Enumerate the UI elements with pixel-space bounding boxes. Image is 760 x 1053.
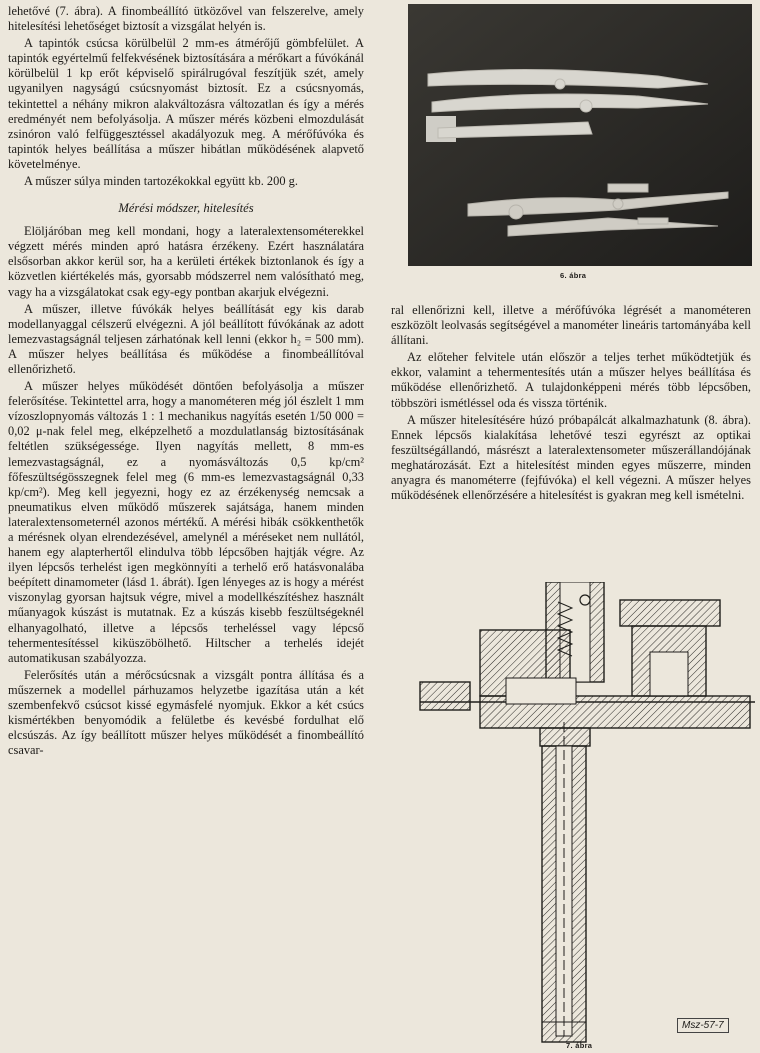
- right-column: [391, 303, 751, 503]
- paragraph: A műszer súlya minden tartozékokkal együtt kb. 200 g.: [24, 174, 298, 189]
- figure-7-drawing: [410, 582, 755, 1044]
- paragraph: A műszer helyes működését döntően befolyásolja a műszer felerősítése. Tekintettel arra, hogy a manométeren még jól észlelt 1 mm vízoszlopnyomás változás 1 : 1 mechanikus nagyítás esetén 1/50 000 = 0,02 μ-nak felel meg, elképzelhető a mozdulatlanság biztosításának feltétlen szükségessége. Ilyen nagyítás mellett, 8 mm-es lemezvastagságnál, ez a nyomásváltozás 0,5 kp/cm² főfeszültségösszegnek felel meg (6 mm-es lemezvastagságnál 0,33 kp/cm²). Meg kell jegyezni, hogy ez az érzékenység nemcsak a pneumatikus elven működő műszerek sajátsága, hanem minden lateralextensometernél azonos mértékű. A mérési hibák csökkenthetők a mérésnek olyan elrendezésével, amelynél a méréseket nem nullától, hanem egy alapterhertől elindulva több lépcsőben hajtják végre. Az ilyen lépcsős terhelést igen megkönnyíti a terhelő erő hatásvonalába beépített dinamometer (lásd 1. ábrát). Igen lényeges az is hogy a mérést viszonylag gyorsan hajtsuk végre, mivel a modellkészítéshez használt műanyagok kúszást is mutatnak. Ez a kúszás kisebb feszültségeknél elhanyagolható, illetve a lépcsős terheléssel vagy lépcső tehermentesítéssel kiküszöbölhető. Hiltscher a terhelés idejét automatikusan szabályozza.: [8, 379, 364, 665]
- paragraph: Az előteher felvitele után először a teljes terhet működtetjük és ekkor, valamint a tehermentesítés után a műszer helyes beállítása és működése ellenőrizhető. A tulajdonképpeni mérés több lépcsőben, többszöri ismétléssel oda és vissza történik.: [391, 350, 751, 410]
- paragraph: A műszer, illetve fúvókák helyes beállítását egy kis darab modellanyaggal célszerű elvégezni. A jól beállított fúvókának az adott lemezvastagságnál teljesen zárhatónak kell lenni (ekkor h₂ = 500 mm). A műszer helyes beállítása és működése a finombeállítóval ellenőrizhető.: [8, 301, 364, 376]
- paragraph: Felerősítés után a mérőcsúcsnak a vizsgált pontra állítása és a műszernek a modellel párhuzamos helyzetbe igazítása után a két szembenfekvő csúcsot kissé egymásfelé nyomjuk. Ekkor a két csúcs kismértékben benyomódik a felületbe és kevésbé fordulhat elő elcsúszás. Az így beállított műszer helyes működését a finombeállító csavar-: [8, 667, 364, 758]
- figure-6-caption: 6. ábra: [560, 271, 587, 280]
- figure-6-photo: [408, 4, 752, 266]
- figure-7-tag: Msz-57-7: [677, 1018, 729, 1033]
- left-column: [8, 4, 364, 758]
- section-heading: Mérési módszer, hitelesítés: [118, 201, 254, 216]
- figure-7-caption: 7. ábra: [566, 1041, 593, 1050]
- paragraph: Elöljáróban meg kell mondani, hogy a lateralextensométerekkel végzett mérés minden apró hatásra érzékeny. Ezért használatára elsősorban akkor kerül sor, ha a kerületi értékek biztonlanok és így a közvetlen kiértékelés más, gyorsabb módszerrel nem valósítható meg, vagy ha a vizsgálatokat csak egy-egy pontban akarjuk elvégezni.: [8, 224, 364, 299]
- paragraph: A műszer hitelesítésére húzó próbapálcát alkalmazhatunk (8. ábra). Ennek lépcsős kialakítása lehetővé teszi egyrészt az optikai feszültségállandó, másrészt a lateralextensometer műszerállandójának meghatározását. Ezt a hitelesítést minden egyes műszerre, minden anyagra és manométerre (fejfúvóka) el kell végezni. A műszer helyes működésének ellenőrzésére a hitelesítést is gyakran meg kell ismételni.: [391, 412, 751, 503]
- paragraph: A tapintók csúcsa körülbelül 2 mm-es átmérőjű gömbfelület. A tapintók egyértelmű felfekvésének biztosítására a mérőkart a fúvókánál körülbelül 1 kp erőt képviselő spirálrugóval feszítjük szét, amely ugyanilyen nagyságú csúcsnyomást biztosít. Ez a csúcsnyomás, tekintettel a néhány mikron alakváltozásra változatlan és így a mérés eredményét nem befolyásolja. A műszer mérés közbeni elmozdulását zsinóron való felfüggesztéssel akadályozuk meg. A mérőfúvóka és tapintók helyes beállítása a műszer hibátlan működésének alapvető követelménye.: [8, 36, 364, 171]
- paragraph: lehetővé (7. ábra). A finombeállító ütközővel van felszerelve, amely hitelesítési lehetőséget biztosít a vizsgálat helyén is.: [8, 4, 364, 34]
- paragraph: ral ellenőrizni kell, illetve a mérőfúvóka légrését a manométeren eszközölt leolvasás segítségével a manométer lineáris tartományába kell állítani.: [391, 303, 751, 348]
